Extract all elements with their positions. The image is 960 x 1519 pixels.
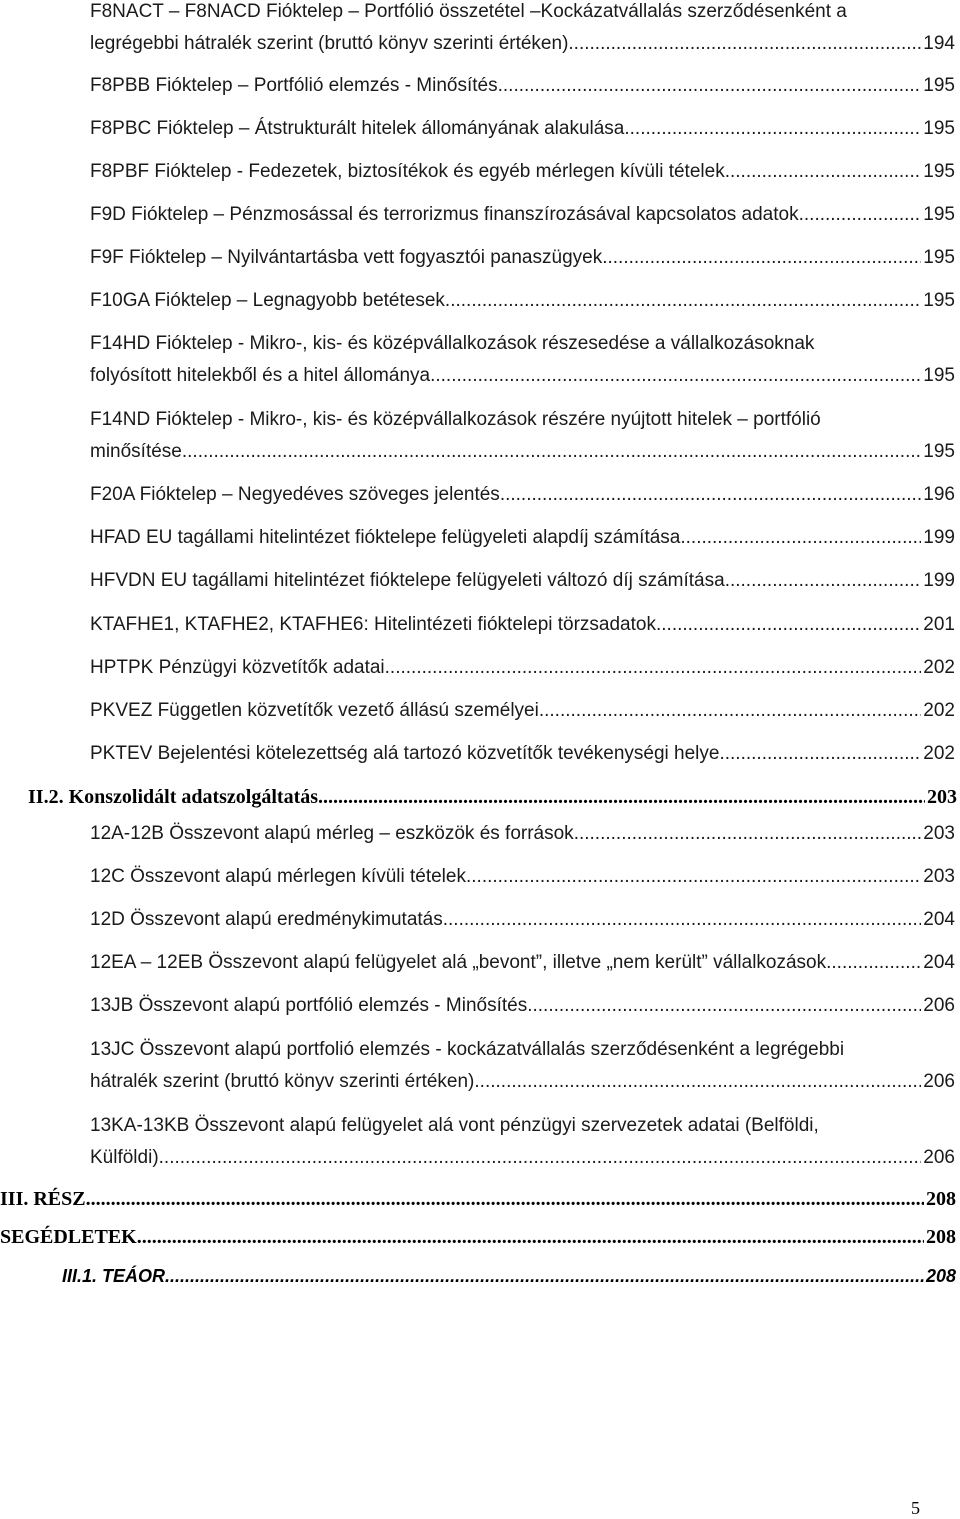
toc-entry-title: 13JB Összevont alapú portfólió elemzés - Minősítés	[90, 995, 528, 1016]
toc-leader	[430, 360, 921, 392]
toc-teaor[interactable]	[62, 1261, 956, 1291]
toc-leader	[568, 28, 921, 60]
toc-entry-title: 12A-12B Összevont alapú mérleg – eszközök és források	[90, 823, 574, 844]
toc-leader	[719, 738, 921, 770]
toc-entry[interactable]	[90, 285, 955, 317]
toc-page-number: 194	[923, 33, 955, 54]
toc-leader	[574, 818, 922, 850]
toc-page-number: 195	[923, 204, 955, 225]
section-title: SEGÉDLETEK	[0, 1226, 137, 1248]
toc-entry-title: F8PBC Fióktelep – Átstrukturált hitelek állományának alakulása	[90, 118, 625, 139]
toc-entry-title-line2: hátralék szerint (bruttó könyv szerinti értéken)	[90, 1071, 475, 1092]
toc-page-number: 196	[923, 484, 955, 505]
toc-entry[interactable]	[90, 565, 955, 597]
toc-entry-title: HPTPK Pénzügyi közvetítők adatai	[90, 657, 385, 678]
toc-leader	[498, 70, 922, 102]
toc-page-number: 206	[923, 1147, 955, 1168]
subsection-title: III.1. TEÁOR	[62, 1266, 166, 1286]
toc-page-number: 208	[926, 1188, 956, 1210]
toc-leader	[527, 990, 921, 1022]
toc-entry-title: HFAD EU tagállami hitelintézet fióktelepe felügyeleti alapdíj számítása	[90, 527, 681, 548]
toc-leader	[385, 652, 922, 684]
toc-entry-title: F9D Fióktelep – Pénzmosással és terrorizmus finanszírozásával kapcsolatos adatok	[90, 204, 799, 225]
toc-entry-title-line2: legrégebbi hátralék szerint (bruttó könyv szerinti értéken)	[90, 33, 569, 54]
toc-leader	[656, 609, 921, 641]
toc-leader	[602, 242, 921, 274]
toc-entry-title-line2: Külföldi)	[90, 1147, 159, 1168]
toc-entry[interactable]	[90, 904, 955, 936]
toc-leader	[182, 436, 921, 468]
toc-entry[interactable]	[90, 70, 955, 102]
toc-leader	[624, 113, 921, 145]
toc-entry[interactable]	[90, 609, 955, 641]
toc-entry-title-line1: F14ND Fióktelep - Mikro-, kis- és középvállalkozások részére nyújtott hitelek – portfólió	[90, 409, 821, 430]
toc-leader	[831, 947, 921, 979]
toc-entry-title: PKTEV Bejelentési kötelezettség alá tartozó közvetítők tevékenységi helye	[90, 743, 720, 764]
toc-entry-title-line1: F14HD Fióktelep - Mikro-, kis- és középvállalkozások részesedése a vállalkozásoknak	[90, 333, 815, 354]
toc-entry[interactable]	[90, 738, 955, 770]
toc-entry-title-line1: 13JC Összevont alapú portfolió elemzés - kockázatvállalás szerződésenként a legrégebbi	[90, 1039, 845, 1060]
page-number: 5	[911, 1498, 920, 1518]
toc-entry-title: KTAFHE1, KTAFHE2, KTAFHE6: Hitelintézeti fióktelepi törzsadatok	[90, 614, 656, 635]
toc-page-number: 201	[923, 614, 955, 635]
toc-entry[interactable]	[90, 156, 955, 188]
toc-page-number: 202	[923, 743, 955, 764]
toc-page-number: 195	[923, 441, 955, 462]
toc-entry[interactable]	[90, 818, 955, 850]
toc-leader	[539, 695, 921, 727]
toc-entry[interactable]	[90, 652, 955, 684]
toc-entry-title: 12EA – 12EB Összevont alapú felügyelet alá „bevont”, illetve „nem került” vállalkozások.	[90, 952, 832, 973]
toc-leader	[137, 1222, 924, 1252]
toc-page-number: 203	[923, 823, 955, 844]
part-title: III. RÉSZ	[0, 1188, 86, 1210]
toc-entry-title: PKVEZ Független közvetítők vezető állású személyei	[90, 700, 539, 721]
toc-leader	[680, 522, 921, 554]
toc-page-number: 206	[923, 1071, 955, 1092]
toc-page-number: 203	[923, 866, 955, 887]
toc-entry-title-line1: 13KA-13KB Összevont alapú felügyelet alá vont pénzügyi szervezetek adatai (Belföldi,	[90, 1115, 819, 1136]
toc-leader	[443, 904, 922, 936]
toc-entry[interactable]	[90, 113, 955, 145]
toc-entry-title: F8PBF Fióktelep - Fedezetek, biztosítékok és egyéb mérlegen kívüli tételek	[90, 161, 725, 182]
toc-entry-title: F9F Fióktelep – Nyilvántartásba vett fogyasztói panaszügyek	[90, 247, 603, 268]
toc-entry[interactable]	[90, 522, 955, 554]
toc-page-number: 208	[926, 1226, 956, 1248]
toc-entry-title: 12D Összevont alapú eredménykimutatás	[90, 909, 443, 930]
toc-entry-title: 12C Összevont alapú mérlegen kívüli tételek	[90, 866, 466, 887]
toc-page-number: 203	[927, 786, 957, 808]
toc-leader	[86, 1184, 924, 1214]
toc-entry[interactable]	[90, 242, 955, 274]
toc-leader	[799, 199, 922, 231]
toc-leader	[318, 782, 925, 812]
toc-page-number: 195	[923, 365, 955, 386]
toc-leader	[725, 565, 922, 597]
toc-page-number: 206	[923, 995, 955, 1016]
toc-entry[interactable]	[90, 861, 955, 893]
toc-page-number: 195	[923, 118, 955, 139]
toc-page-number: 195	[923, 161, 955, 182]
toc-entry-title-line1: F8NACT – F8NACD Fióktelep – Portfólió összetétel –Kockázatvállalás szerződésenként a	[90, 1, 847, 22]
toc-section-ii2[interactable]	[28, 782, 957, 812]
toc-entry[interactable]	[90, 404, 955, 468]
toc-entry[interactable]	[90, 695, 955, 727]
toc-leader	[725, 156, 922, 188]
toc-entry-title: F20A Fióktelep – Negyedéves szöveges jelentés	[90, 484, 500, 505]
section-title: II.2. Konszolidált adatszolgáltatás	[28, 786, 319, 808]
toc-page-number: 195	[923, 290, 955, 311]
toc-entry[interactable]	[90, 990, 955, 1022]
toc-entry[interactable]	[90, 947, 955, 979]
toc-leader	[159, 1142, 922, 1174]
toc-page-number: 202	[923, 657, 955, 678]
toc-page-number: 204	[923, 909, 955, 930]
toc-leader	[466, 861, 921, 893]
toc-leader	[445, 285, 921, 317]
toc-entry-title: F10GA Fióktelep – Legnagyobb betétesek	[90, 290, 445, 311]
toc-entry[interactable]	[90, 0, 955, 60]
toc-entry-title-line2: minősítése	[90, 441, 182, 462]
toc-page-number: 202	[923, 700, 955, 721]
toc-entry[interactable]	[90, 328, 955, 392]
toc-leader	[165, 1261, 924, 1291]
toc-page-number: 199	[923, 570, 955, 591]
toc-entry[interactable]	[90, 479, 955, 511]
toc-entry[interactable]	[90, 199, 955, 231]
toc-page-number: 204	[923, 952, 955, 973]
toc-entry[interactable]	[90, 1110, 955, 1174]
toc-entry-title: F8PBB Fióktelep – Portfólió elemzés - Minősítés	[90, 75, 498, 96]
toc-part-iii[interactable]	[0, 1184, 956, 1214]
toc-leader	[500, 479, 921, 511]
toc-page-number: 195	[923, 75, 955, 96]
toc-entry-title-line2: folyósított hitelekből és a hitel állománya	[90, 365, 431, 386]
toc-page-number: 208	[925, 1266, 956, 1286]
toc-entry[interactable]	[90, 1034, 955, 1098]
toc-page-number: 195	[923, 247, 955, 268]
toc-leader	[474, 1066, 921, 1098]
toc-entry-title: HFVDN EU tagállami hitelintézet fióktelepe felügyeleti változó díj számítása	[90, 570, 725, 591]
toc-segedletek[interactable]	[0, 1222, 956, 1252]
toc-page-number: 199	[923, 527, 955, 548]
